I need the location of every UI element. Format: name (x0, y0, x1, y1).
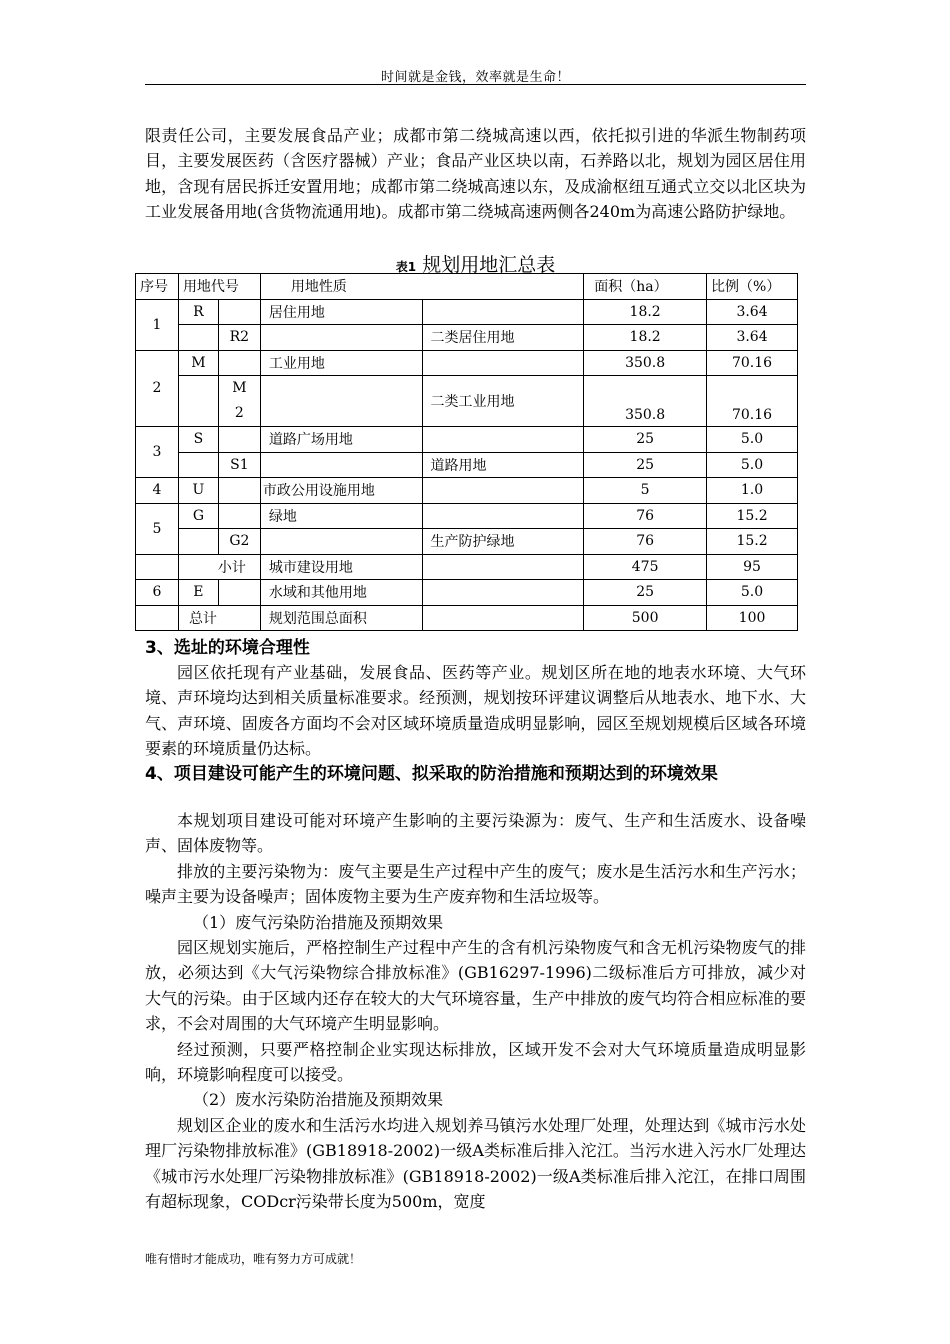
section3-body (145, 660, 806, 762)
row-area: 25 (584, 452, 707, 478)
row-name: 城市建设用地 (260, 554, 422, 580)
row-ratio: 70.16 (707, 376, 798, 427)
row-ratio: 5.0 (707, 580, 798, 606)
row-name: 市政公用设施用地 (260, 478, 422, 504)
header-divider (145, 84, 806, 85)
row-ratio: 5.0 (707, 427, 798, 453)
row-code: M (178, 350, 218, 376)
row-seq: 5 (136, 503, 179, 554)
table-row (136, 376, 798, 427)
row-ratio: 3.64 (707, 325, 798, 351)
row-subcode-line2: 2 (234, 405, 244, 421)
section3-heading: 3、选址的环境合理性 (145, 638, 310, 658)
section3-paragraph: 园区依托现有产业基础，发展食品、医药等产业。规划区所在地的地表水环境、大气环境、声环境均达到相关质量标准要求。经预测，规划按环评建议调整后从地表水、地下水、大气、声环境、固废各方面均不会对区域环境质量造成明显影响，园区至规划规模后区域各环境要素的环境质量仍达标。 (145, 663, 806, 759)
row-ratio: 15.2 (707, 529, 798, 555)
row-subcode-line1: M (232, 380, 247, 396)
section4-paragraph-2: 排放的主要污染物为：废气主要是生产过程中产生的废气；废水是生活污水和生产污水；噪声主要为设备噪声；固体废物主要为生产废弃物和生活垃圾等。 (145, 861, 806, 907)
section4-heading: 4、项目建设可能产生的环境问题、拟采取的防治措施和预期达到的环境效果 (145, 764, 718, 784)
row-subname: 道路用地 (422, 452, 584, 478)
row-seq: 4 (136, 478, 179, 504)
table-row (136, 350, 798, 376)
section4-subheading-2: （2）废水污染防治措施及预期效果 (193, 1090, 444, 1110)
section4-paragraph-4: 经过预测，只要严格控制企业实现达标排放，区域开发不会对大气环境质量造成明显影响，环境影响程度可以接受。 (145, 1039, 806, 1085)
row-subcode: R2 (218, 325, 260, 351)
table-row (136, 503, 798, 529)
header-ratio: 比例（%） (707, 274, 798, 300)
row-ratio: 100 (707, 605, 798, 631)
row-ratio: 95 (707, 554, 798, 580)
row-total-label: 总计 (178, 605, 260, 631)
row-ratio: 5.0 (707, 452, 798, 478)
row-area: 76 (584, 529, 707, 555)
row-name: 绿地 (260, 503, 422, 529)
section4-subheading-1: （1）废气污染防治措施及预期效果 (193, 912, 444, 932)
table-number: 表1 (395, 260, 417, 274)
row-name: 道路广场用地 (260, 427, 422, 453)
row-area: 76 (584, 503, 707, 529)
table-row (136, 529, 798, 555)
header-seq: 序号 (136, 274, 179, 300)
row-subcode: S1 (218, 452, 260, 478)
row-subcode: G2 (218, 529, 260, 555)
intro-paragraph: 限责任公司，主要发展食品产业；成都市第二绕城高速以西，依托拟引进的华派生物制药项目，主要发展医药（含医疗器械）产业；食品产业区块以南，石养路以北，规划为园区居住用地，含现有居民拆迁安置用地；成都市第二绕城高速以东，及成渝枢纽互通式立交以北区块为工业发展备用地(含货物流通用地)。成都市第二绕城高速两侧各240m为高速公路防护绿地。 (145, 126, 806, 222)
section4-paragraph-3: 园区规划实施后，严格控制生产过程中产生的含有机污染物废气和含无机污染物废气的排放，必须达到《大气污染物综合排放标准》(GB16297-1996)二级标准后方可排放，减少对大气的污染。由于区域内还存在较大的大气环境容量，生产中排放的废气均符合相应标准的要求，不会对周围的大气环境产生明显影响。 (145, 938, 806, 1034)
table-row (136, 554, 798, 580)
row-area: 25 (584, 427, 707, 453)
row-subcode (218, 376, 260, 427)
intro-block (145, 123, 806, 225)
row-area: 350.8 (584, 350, 707, 376)
row-area: 25 (584, 580, 707, 606)
row-code: U (178, 478, 218, 504)
table-row (136, 580, 798, 606)
row-area: 350.8 (584, 376, 707, 427)
table-row (136, 452, 798, 478)
row-area: 475 (584, 554, 707, 580)
table-row (136, 299, 798, 325)
row-seq: 1 (136, 299, 179, 350)
row-ratio: 70.16 (707, 350, 798, 376)
table-row (136, 427, 798, 453)
page-header: 时间就是金钱，效率就是生命！ (380, 70, 570, 85)
row-name: 居住用地 (260, 299, 422, 325)
row-ratio: 1.0 (707, 478, 798, 504)
row-ratio: 3.64 (707, 299, 798, 325)
row-code: G (178, 503, 218, 529)
row-code: E (178, 580, 218, 606)
row-name: 水域和其他用地 (260, 580, 422, 606)
section4-body (145, 808, 806, 1215)
land-use-table (135, 273, 798, 631)
row-subname: 二类居住用地 (422, 325, 584, 351)
table-row (136, 325, 798, 351)
table-row (136, 478, 798, 504)
row-code: S (178, 427, 218, 453)
header-area: 面积（ha） (584, 274, 707, 300)
section4-paragraph-1: 本规划项目建设可能对环境产生影响的主要污染源为：废气、生产和生活废水、设备噪声、固体废物等。 (145, 811, 806, 856)
row-seq: 3 (136, 427, 179, 478)
row-subname: 二类工业用地 (422, 376, 584, 427)
row-subname: 生产防护绿地 (422, 529, 584, 555)
row-area: 500 (584, 605, 707, 631)
row-name: 规划范围总面积 (260, 605, 422, 631)
row-subtotal-label: 小计 (178, 554, 260, 580)
row-seq: 6 (136, 580, 179, 606)
header-nature: 用地性质 (260, 274, 583, 300)
table-row (136, 605, 798, 631)
header-code: 用地代号 (178, 274, 260, 300)
table-caption: 规划用地汇总表 (422, 254, 556, 276)
page-footer: 唯有惜时才能成功，唯有努力方可成就！ (145, 1252, 362, 1266)
row-seq: 2 (136, 350, 179, 427)
table-header-row (136, 274, 798, 300)
row-code: R (178, 299, 218, 325)
row-name: 工业用地 (260, 350, 422, 376)
row-area: 5 (584, 478, 707, 504)
section4-paragraph-5: 规划区企业的废水和生活污水均进入规划养马镇污水处理厂处理，处理达到《城市污水处理厂污染物排放标准》(GB18918-2002)一级A类标准后排入沱江。当污水进入污水厂处理达《城市污水处理厂污染物排放标准》(GB18918-2002)一级A类标准后排入沱江，在排口周围有超标现象，CODcr污染带长度为500m，宽度 (145, 1115, 806, 1212)
row-area: 18.2 (584, 299, 707, 325)
row-ratio: 15.2 (707, 503, 798, 529)
row-area: 18.2 (584, 325, 707, 351)
